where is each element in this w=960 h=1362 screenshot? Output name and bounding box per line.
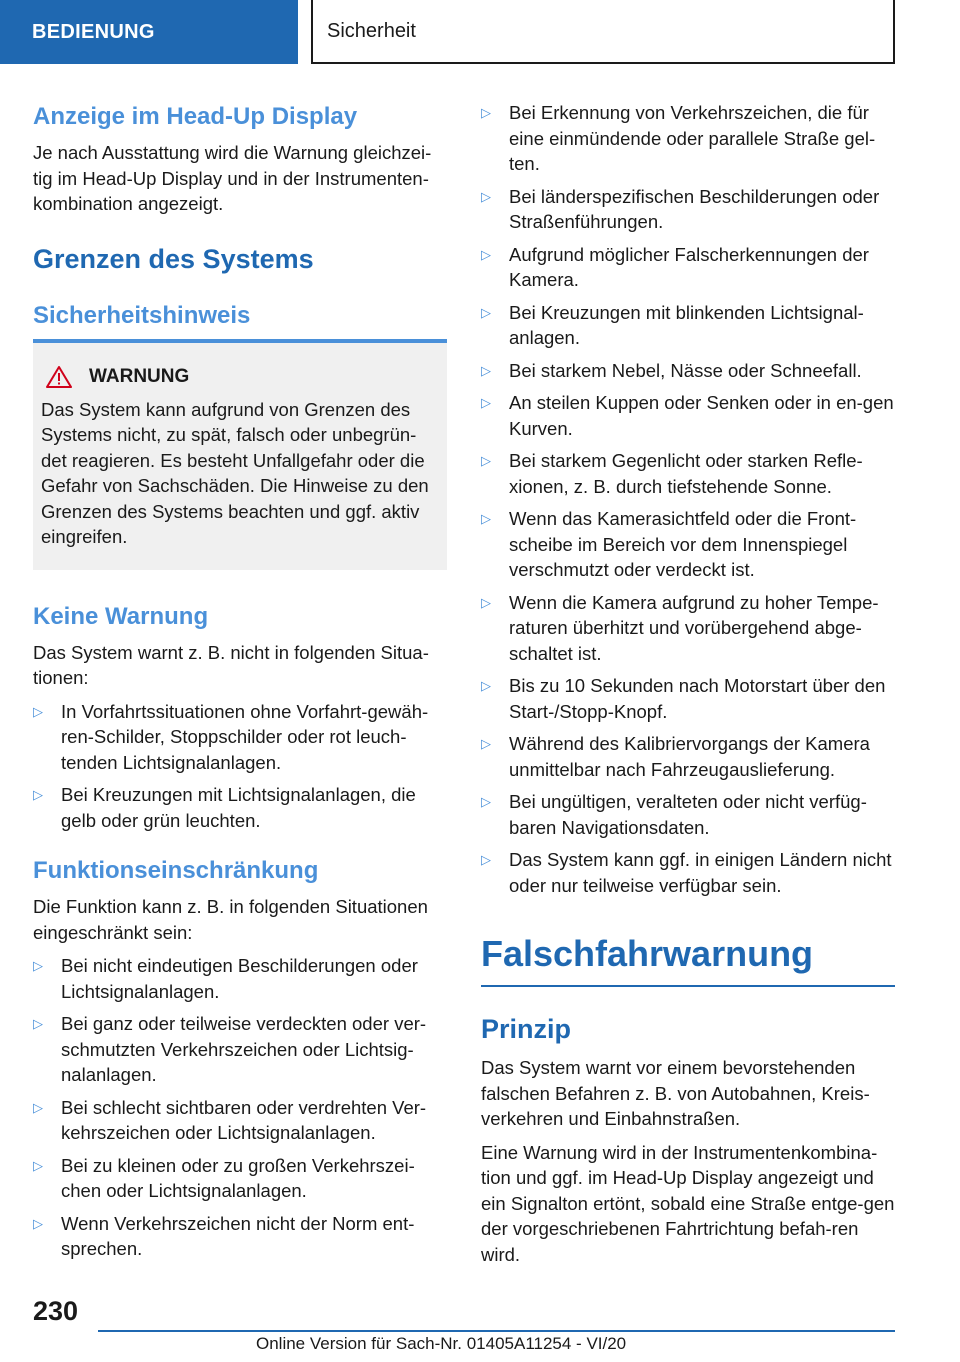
restriction-text: Die Funktion kann z. B. in folgenden Situationen eingeschränkt sein: [33, 896, 428, 943]
triangle-right-outline-icon: ▷ [481, 736, 491, 751]
hud-heading: Anzeige im Head-Up Display [33, 103, 358, 130]
no-warning-list [33, 699, 447, 834]
triangle-right-outline-icon: ▷ [33, 958, 43, 973]
triangle-right-outline-icon: ▷ [481, 453, 491, 468]
hud-text: Je nach Ausstattung wird die Warnung gleichzei-tig im Head-Up Display und in der Instrumenten-kombination angezeigt. [33, 142, 432, 214]
triangle-right-outline-icon: ▷ [481, 362, 491, 378]
warning-title-row [41, 365, 439, 389]
triangle-right-outline-icon: ▷ [33, 1157, 43, 1173]
safety-heading: Sicherheitshinweis [33, 301, 251, 329]
list-item: ▷ Wenn Verkehrszeichen nicht der Norm ent-sprechen. [33, 1212, 415, 1259]
triangle-right-outline-icon: ▷ [481, 188, 491, 204]
list-item: ▷ An steilen Kuppen oder Senken oder in en-gen Kurven. [481, 392, 894, 439]
footer-version: Online Version für Sach-Nr. 01405A11254 - VI/20 [256, 1334, 627, 1353]
list-item: ▷ Bei zu kleinen oder zu großen Verkehrszei-chen oder Lichtsignalanlagen. [33, 1154, 415, 1201]
warning-text: Das System kann aufgrund von Grenzen des Systems nicht, zu spät, falsch oder unbegrün-det reagieren. Es besteht Unfallgefahr oder die Gefahr von Sachschäden. Die Hinweise zu den Grenzen des Systems beachten und ggf. aktiv eingreifen. [41, 398, 429, 547]
triangle-right-outline-icon: ▷ [33, 703, 43, 719]
warning-triangle-icon [45, 365, 73, 389]
list-item: ▷ Das System kann ggf. in einigen Ländern nicht oder nur teilweise verfügbar sein. [481, 849, 892, 896]
section-label: BEDIENUNG [32, 20, 155, 43]
topic-label: Sicherheit [327, 19, 416, 42]
list-item: ▷ Während des Kalibriervorgangs der Kamera unmittelbar nach Fahrzeugauslieferung. [481, 733, 870, 780]
list-item: ▷ Bei Kreuzungen mit Lichtsignalanlagen, die gelb oder grün leuchten. [33, 784, 416, 831]
list-item: ▷ Bei starkem Gegenlicht oder starken Refle-xionen, z. B. durch tiefstehende Sonne. [481, 450, 863, 497]
list-item: ▷ Bei länderspezifischen Beschilderungen oder Straßenführungen. [481, 185, 880, 232]
topic-tab [311, 0, 895, 64]
list-item: ▷ Bei ganz oder teilweise verdeckten oder ver-schmutzten Verkehrszeichen oder Lichtsig-nalanlagen. [33, 1013, 427, 1085]
restriction-list [33, 953, 447, 1262]
list-item: ▷ In Vorfahrtssituationen ohne Vorfahrt-gewäh-ren-Schilder, Stoppschilder oder rot leuch-tenden Lichtsignalanlagen. [33, 700, 429, 773]
list-item: ▷ Bei starkem Nebel, Nässe oder Schneefall. [481, 358, 895, 384]
footer-divider [98, 1330, 895, 1332]
left-column [33, 100, 447, 1269]
list-item: ▷ Aufgrund möglicher Falscherkennungen der Kamera. [481, 243, 869, 290]
triangle-right-outline-icon: ▷ [481, 511, 491, 526]
right-column [481, 100, 895, 1275]
limits-heading: Grenzen des Systems [33, 243, 314, 274]
list-item: ▷ Wenn das Kamerasichtfeld oder die Front-scheibe im Bereich vor dem Innenspiegel verschmutzt oder verdeckt ist. [481, 508, 857, 580]
principle-paragraph-1: Das System warnt vor einem bevorstehenden falschen Befahren z. B. von Autobahnen, Kreis-verkehren und Einbahnstraßen. [481, 1057, 870, 1129]
triangle-right-outline-icon: ▷ [33, 1215, 43, 1231]
warning-title: WARNUNG [89, 365, 190, 387]
triangle-right-outline-icon: ▷ [33, 1099, 43, 1115]
restriction-heading: Funktionseinschränkung [33, 857, 319, 884]
principle-paragraph-2: Eine Warnung wird in der Instrumentenkombina-tion und ggf. im Head-Up Display angezeigt und ein Signalton ertönt, sobald eine Straße entge-gen der vorgeschriebenen Fahrtrichtung befah-ren wird. [481, 1141, 895, 1265]
triangle-right-outline-icon: ▷ [481, 794, 491, 809]
no-warning-text: Das System warnt z. B. nicht in folgenden Situa-tionen: [33, 641, 429, 688]
triangle-right-outline-icon: ▷ [33, 1016, 43, 1031]
list-item: ▷ Bei nicht eindeutigen Beschilderungen oder Lichtsignalanlagen. [33, 955, 418, 1002]
triangle-right-outline-icon: ▷ [481, 594, 491, 610]
warning-box [33, 339, 447, 570]
triangle-right-outline-icon: ▷ [481, 304, 491, 320]
list-item: ▷ Bei schlecht sichtbaren oder verdrehten Ver-kehrszeichen oder Lichtsignalanlagen. [33, 1096, 427, 1143]
triangle-right-outline-icon: ▷ [481, 852, 491, 867]
triangle-right-outline-icon: ▷ [481, 678, 491, 693]
no-warning-heading: Keine Warnung [33, 602, 209, 630]
restriction-list-continued [481, 100, 895, 898]
triangle-right-outline-icon: ▷ [33, 787, 43, 802]
triangle-right-outline-icon: ▷ [481, 246, 491, 262]
triangle-right-outline-icon: ▷ [481, 395, 491, 410]
list-item: ▷ Bei Erkennung von Verkehrszeichen, die für eine einmündende oder parallele Straße gel-ten. [481, 102, 876, 174]
page-number: 230 [33, 1296, 79, 1326]
section-tab [0, 0, 298, 64]
chapter-heading: Falschfahrwarnung [481, 927, 895, 987]
list-item: ▷ Wenn die Kamera aufgrund zu hoher Tempe-raturen überhitzt und vorübergehend abge-schaltet ist. [481, 591, 879, 664]
list-item: ▷ Bei Kreuzungen mit blinkenden Lichtsignal-anlagen. [481, 301, 864, 348]
list-item: ▷ Bis zu 10 Sekunden nach Motorstart über den Start-/Stopp-Knopf. [481, 675, 886, 722]
principle-heading: Prinzip [481, 1014, 572, 1044]
list-item: ▷ Bei ungültigen, veralteten oder nicht verfüg-baren Navigationsdaten. [481, 791, 867, 838]
triangle-right-outline-icon: ▷ [481, 105, 491, 120]
